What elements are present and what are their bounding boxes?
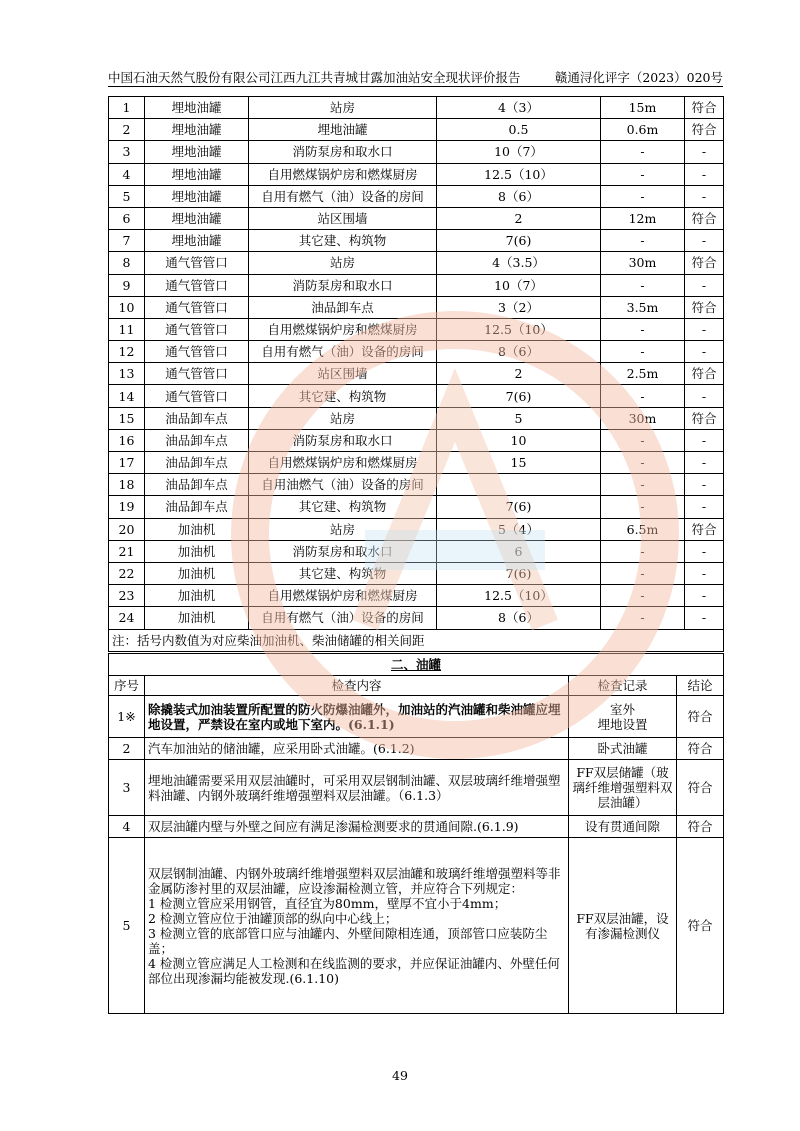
col-header-result: 结论 — [677, 676, 724, 696]
check-record: 卧式油罐 — [569, 738, 677, 760]
actual-distance: - — [601, 318, 685, 340]
result: 符合 — [685, 518, 724, 540]
facility-a: 通气管管口 — [145, 296, 249, 318]
standard-distance: 4（3.5） — [437, 252, 601, 274]
facility-a: 埋地油罐 — [145, 97, 249, 119]
facility-b: 自用有燃气（油）设备的房间 — [249, 607, 437, 629]
result: - — [685, 385, 724, 407]
facility-b: 消防泵房和取水口 — [249, 274, 437, 296]
facility-a: 油品卸车点 — [145, 474, 249, 496]
actual-distance: 2.5m — [601, 363, 685, 385]
standard-distance: 7(6) — [437, 496, 601, 518]
actual-distance: - — [601, 607, 685, 629]
check-result: 符合 — [677, 760, 724, 816]
facility-b: 油品卸车点 — [249, 296, 437, 318]
table-row — [109, 207, 724, 229]
actual-distance: - — [601, 540, 685, 562]
standard-distance: 12.5（10） — [437, 318, 601, 340]
check-row — [109, 838, 724, 1014]
check-content: 汽车加油站的储油罐，应采用卧式油罐。(6.1.2) — [145, 738, 569, 760]
result: - — [685, 141, 724, 163]
row-number: 11 — [109, 318, 145, 340]
result: 符合 — [685, 296, 724, 318]
col-header-content: 检查内容 — [145, 676, 569, 696]
actual-distance: - — [601, 341, 685, 363]
standard-distance: 7(6) — [437, 562, 601, 584]
facility-b: 自用燃煤锅炉房和燃煤厨房 — [249, 452, 437, 474]
result: 符合 — [685, 252, 724, 274]
facility-a: 埋地油罐 — [145, 207, 249, 229]
facility-b: 站房 — [249, 518, 437, 540]
row-number: 22 — [109, 562, 145, 584]
facility-b: 埋地油罐 — [249, 119, 437, 141]
table-row — [109, 585, 724, 607]
facility-b: 其它建、构筑物 — [249, 230, 437, 252]
table-note: 注：括号内数值为对应柴油加油机、柴油储罐的相关间距 — [109, 629, 724, 651]
facility-b: 站区围墙 — [249, 363, 437, 385]
result: - — [685, 562, 724, 584]
standard-distance: 6 — [437, 540, 601, 562]
row-number: 17 — [109, 452, 145, 474]
result: 符合 — [685, 119, 724, 141]
check-row — [109, 760, 724, 816]
row-number: 21 — [109, 540, 145, 562]
standard-distance: 2 — [437, 363, 601, 385]
table-row — [109, 474, 724, 496]
table-row — [109, 518, 724, 540]
standard-distance: 5（4） — [437, 518, 601, 540]
result: - — [685, 452, 724, 474]
standard-distance: 5 — [437, 407, 601, 429]
standard-distance: 12.5（10） — [437, 585, 601, 607]
table-row — [109, 185, 724, 207]
table-row — [109, 452, 724, 474]
result: - — [685, 474, 724, 496]
standard-distance: 10 — [437, 429, 601, 451]
table-row — [109, 252, 724, 274]
table-row — [109, 230, 724, 252]
facility-b: 自用燃煤锅炉房和燃煤厨房 — [249, 585, 437, 607]
check-row — [109, 738, 724, 760]
facility-b: 消防泵房和取水口 — [249, 540, 437, 562]
page-header — [108, 68, 723, 87]
result: - — [685, 341, 724, 363]
standard-distance: 7(6) — [437, 385, 601, 407]
row-number: 16 — [109, 429, 145, 451]
row-number: 23 — [109, 585, 145, 607]
check-number: 2 — [109, 738, 145, 760]
facility-b: 自用燃煤锅炉房和燃煤厨房 — [249, 163, 437, 185]
actual-distance: - — [601, 452, 685, 474]
facility-a: 加油机 — [145, 540, 249, 562]
actual-distance: 3.5m — [601, 296, 685, 318]
standard-distance — [437, 474, 601, 496]
check-result: 符合 — [677, 838, 724, 1014]
section-title: 二、油罐 — [109, 654, 724, 676]
facility-b: 自用有燃气（油）设备的房间 — [249, 341, 437, 363]
check-row — [109, 816, 724, 838]
result: 符合 — [685, 207, 724, 229]
facility-a: 埋地油罐 — [145, 163, 249, 185]
row-number: 7 — [109, 230, 145, 252]
row-number: 13 — [109, 363, 145, 385]
table-row — [109, 562, 724, 584]
result: - — [685, 163, 724, 185]
standard-distance: 8（6） — [437, 607, 601, 629]
check-row — [109, 696, 724, 738]
facility-b: 消防泵房和取水口 — [249, 429, 437, 451]
check-number: 4 — [109, 816, 145, 838]
actual-distance: 6.5m — [601, 518, 685, 540]
result: - — [685, 185, 724, 207]
facility-a: 通气管管口 — [145, 274, 249, 296]
report-number: 赣通浔化评字（2023）020号 — [554, 70, 723, 85]
actual-distance: - — [601, 429, 685, 451]
row-number: 4 — [109, 163, 145, 185]
facility-a: 埋地油罐 — [145, 230, 249, 252]
check-number: 3 — [109, 760, 145, 816]
row-number: 2 — [109, 119, 145, 141]
facility-b: 站房 — [249, 97, 437, 119]
actual-distance: - — [601, 562, 685, 584]
standard-distance: 15 — [437, 452, 601, 474]
standard-distance: 0.5 — [437, 119, 601, 141]
facility-a: 通气管管口 — [145, 341, 249, 363]
report-title: 中国石油天然气股份有限公司江西九江共青城甘露加油站安全现状评价报告 — [108, 70, 521, 85]
actual-distance: 30m — [601, 252, 685, 274]
row-number: 6 — [109, 207, 145, 229]
standard-distance: 7(6) — [437, 230, 601, 252]
check-content: 除撬装式加油装置所配置的防火防爆油罐外，加油站的汽油罐和柴油罐应埋地设置，严禁设在室内或地下室内。(6.1.1) — [145, 696, 569, 738]
row-number: 10 — [109, 296, 145, 318]
standard-distance: 8（6） — [437, 185, 601, 207]
result: - — [685, 607, 724, 629]
facility-b: 自用油燃气（油）设备的房间 — [249, 474, 437, 496]
actual-distance: 0.6m — [601, 119, 685, 141]
table-row — [109, 341, 724, 363]
facility-b: 自用有燃气（油）设备的房间 — [249, 185, 437, 207]
standard-distance: 8（6） — [437, 341, 601, 363]
row-number: 24 — [109, 607, 145, 629]
actual-distance: - — [601, 141, 685, 163]
check-content: 双层油罐内壁与外壁之间应有满足渗漏检测要求的贯通间隙.(6.1.9) — [145, 816, 569, 838]
facility-b: 其它建、构筑物 — [249, 385, 437, 407]
table-row — [109, 385, 724, 407]
row-number: 12 — [109, 341, 145, 363]
row-number: 19 — [109, 496, 145, 518]
table-row — [109, 429, 724, 451]
table-row — [109, 318, 724, 340]
table-row — [109, 274, 724, 296]
facility-a: 通气管管口 — [145, 385, 249, 407]
result: - — [685, 274, 724, 296]
check-result: 符合 — [677, 738, 724, 760]
result: - — [685, 496, 724, 518]
table-row — [109, 163, 724, 185]
facility-a: 埋地油罐 — [145, 185, 249, 207]
table-row — [109, 363, 724, 385]
actual-distance: 30m — [601, 407, 685, 429]
facility-a: 通气管管口 — [145, 363, 249, 385]
check-result: 符合 — [677, 816, 724, 838]
actual-distance: 12m — [601, 207, 685, 229]
table-row — [109, 97, 724, 119]
facility-b: 其它建、构筑物 — [249, 562, 437, 584]
standard-distance: 10（7） — [437, 141, 601, 163]
actual-distance: - — [601, 385, 685, 407]
result: 符合 — [685, 363, 724, 385]
result: - — [685, 230, 724, 252]
page-number: 49 — [392, 1068, 408, 1083]
facility-a: 通气管管口 — [145, 318, 249, 340]
actual-distance: - — [601, 163, 685, 185]
check-record: 设有贯通间隙 — [569, 816, 677, 838]
check-number: 1※ — [109, 696, 145, 738]
result: - — [685, 429, 724, 451]
table-row — [109, 607, 724, 629]
facility-b: 站房 — [249, 407, 437, 429]
table-row — [109, 540, 724, 562]
facility-a: 加油机 — [145, 562, 249, 584]
row-number: 3 — [109, 141, 145, 163]
facility-a: 油品卸车点 — [145, 496, 249, 518]
check-content: 埋地油罐需要采用双层油罐时，可采用双层钢制油罐、双层玻璃纤维增强塑料油罐、内钢外玻璃纤维增强塑料双层油罐。（6.1.3） — [145, 760, 569, 816]
check-record: FF双层储罐（玻璃纤维增强塑料双层油罐） — [569, 760, 677, 816]
standard-distance: 2 — [437, 207, 601, 229]
actual-distance: 15m — [601, 97, 685, 119]
facility-b: 站房 — [249, 252, 437, 274]
row-number: 5 — [109, 185, 145, 207]
result: - — [685, 540, 724, 562]
result: 符合 — [685, 407, 724, 429]
result: - — [685, 585, 724, 607]
standard-distance: 3（2） — [437, 296, 601, 318]
table-row — [109, 407, 724, 429]
result: 符合 — [685, 97, 724, 119]
facility-b: 自用燃煤锅炉房和燃煤厨房 — [249, 318, 437, 340]
facility-a: 埋地油罐 — [145, 119, 249, 141]
check-record: FF双层油罐，设有渗漏检测仪 — [569, 838, 677, 1014]
col-header-record: 检查记录 — [569, 676, 677, 696]
actual-distance: - — [601, 230, 685, 252]
standard-distance: 4（3） — [437, 97, 601, 119]
col-header-no: 序号 — [109, 676, 145, 696]
actual-distance: - — [601, 585, 685, 607]
facility-b: 站区围墙 — [249, 207, 437, 229]
check-record: 室外 埋地设置 — [569, 696, 677, 738]
row-number: 8 — [109, 252, 145, 274]
table-row — [109, 296, 724, 318]
facility-a: 油品卸车点 — [145, 429, 249, 451]
row-number: 15 — [109, 407, 145, 429]
check-number: 5 — [109, 838, 145, 1014]
row-number: 20 — [109, 518, 145, 540]
check-result: 符合 — [677, 696, 724, 738]
tank-check-table — [108, 653, 724, 1014]
actual-distance: - — [601, 185, 685, 207]
standard-distance: 10（7） — [437, 274, 601, 296]
facility-a: 通气管管口 — [145, 252, 249, 274]
row-number: 1 — [109, 97, 145, 119]
table-row — [109, 119, 724, 141]
facility-a: 加油机 — [145, 607, 249, 629]
actual-distance: - — [601, 496, 685, 518]
table-row — [109, 141, 724, 163]
facility-a: 油品卸车点 — [145, 452, 249, 474]
check-content: 双层钢制油罐、内钢外玻璃纤维增强塑料双层油罐和玻璃纤维增强塑料等非金属防渗衬里的双层油罐，应设渗漏检测立管，并应符合下列规定： 1 检测立管应采用钢管，直径宜为80mm，壁厚不宜小于4mm； 2 检测立管应位于油罐顶部的纵向中心线上； 3 检测立管的底部管口应与油罐内、外壁间隙相连通，顶部管口应装防尘盖； 4 检测立管应满足人工检测和在线监测的要求，并应保证油罐内、外壁任何部位出现渗漏均能被发现.(6.1.10) — [145, 838, 569, 1014]
actual-distance: - — [601, 474, 685, 496]
facility-a: 油品卸车点 — [145, 407, 249, 429]
result: - — [685, 318, 724, 340]
facility-a: 加油机 — [145, 518, 249, 540]
row-number: 9 — [109, 274, 145, 296]
facility-b: 消防泵房和取水口 — [249, 141, 437, 163]
actual-distance: - — [601, 274, 685, 296]
facility-a: 埋地油罐 — [145, 141, 249, 163]
facility-b: 其它建、构筑物 — [249, 496, 437, 518]
row-number: 18 — [109, 474, 145, 496]
distance-table — [108, 96, 724, 652]
facility-a: 加油机 — [145, 585, 249, 607]
row-number: 14 — [109, 385, 145, 407]
table-row — [109, 496, 724, 518]
standard-distance: 12.5（10） — [437, 163, 601, 185]
